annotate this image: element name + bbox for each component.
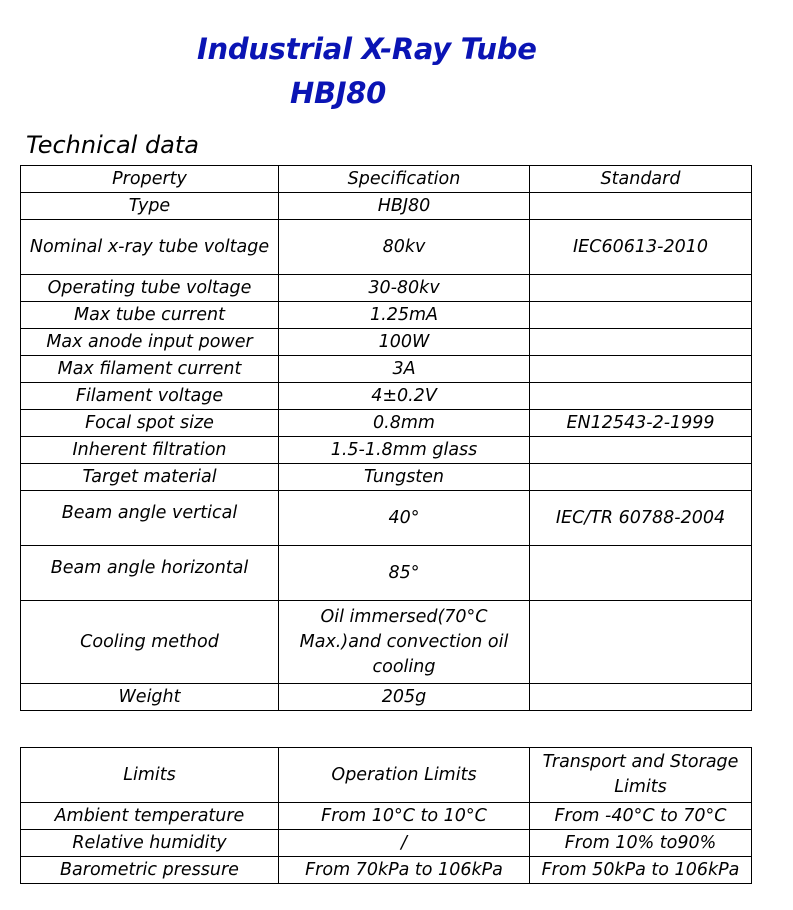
standard-cell <box>530 329 752 356</box>
limits-table <box>20 747 752 884</box>
property-cell: Max filament current <box>21 356 279 383</box>
model-title: HBJ80 <box>290 76 387 110</box>
specification-cell: HBJ80 <box>279 193 530 220</box>
table-header-row <box>21 166 752 193</box>
table-row <box>21 857 752 884</box>
section-title: Technical data <box>26 131 200 159</box>
operation-limit-cell: / <box>279 830 530 857</box>
table-row <box>21 437 752 464</box>
column-header-operation-limits: Operation Limits <box>279 748 530 803</box>
property-cell: Nominal x-ray tube voltage <box>21 220 279 275</box>
specification-cell: Oil immersed(70°C Max.)and convection oil cooling <box>279 601 530 684</box>
column-header-transport-storage-limits: Transport and Storage Limits <box>530 748 752 803</box>
property-cell: Type <box>21 193 279 220</box>
standard-cell <box>530 275 752 302</box>
technical-data-table <box>20 165 752 711</box>
table-row <box>21 601 752 684</box>
column-header-specification: Specification <box>279 166 530 193</box>
standard-cell: EN12543-2-1999 <box>530 410 752 437</box>
limit-name-cell: Relative humidity <box>21 830 279 857</box>
specification-cell: 4±0.2V <box>279 383 530 410</box>
property-cell: Filament voltage <box>21 383 279 410</box>
specification-cell: 85° <box>279 546 530 601</box>
specification-cell: Tungsten <box>279 464 530 491</box>
property-cell: Beam angle horizontal <box>21 546 279 601</box>
specification-cell: 3A <box>279 356 530 383</box>
property-cell: Max anode input power <box>21 329 279 356</box>
standard-cell <box>530 684 752 711</box>
standard-cell <box>530 464 752 491</box>
storage-limit-cell: From -40°C to 70°C <box>530 803 752 830</box>
property-cell: Target material <box>21 464 279 491</box>
property-cell: Inherent filtration <box>21 437 279 464</box>
specification-cell: 30-80kv <box>279 275 530 302</box>
property-cell: Cooling method <box>21 601 279 684</box>
operation-limit-cell: From 70kPa to 106kPa <box>279 857 530 884</box>
table-row <box>21 193 752 220</box>
table-row <box>21 410 752 437</box>
table-row <box>21 329 752 356</box>
table-header-row <box>21 748 752 803</box>
storage-limit-cell: From 50kPa to 106kPa <box>530 857 752 884</box>
limit-name-cell: Barometric pressure <box>21 857 279 884</box>
property-cell: Operating tube voltage <box>21 275 279 302</box>
column-header-property: Property <box>21 166 279 193</box>
specification-cell: 100W <box>279 329 530 356</box>
standard-cell <box>530 437 752 464</box>
table-row <box>21 220 752 275</box>
table-row <box>21 356 752 383</box>
property-cell: Max tube current <box>21 302 279 329</box>
table-row <box>21 383 752 410</box>
table-row <box>21 275 752 302</box>
standard-cell <box>530 193 752 220</box>
standard-cell: IEC/TR 60788-2004 <box>530 491 752 546</box>
specification-cell: 1.25mA <box>279 302 530 329</box>
table-row <box>21 803 752 830</box>
specification-cell: 1.5-1.8mm glass <box>279 437 530 464</box>
property-cell: Weight <box>21 684 279 711</box>
standard-cell <box>530 546 752 601</box>
table-row <box>21 830 752 857</box>
table-row <box>21 464 752 491</box>
document-title: Industrial X-Ray Tube <box>197 32 537 66</box>
operation-limit-cell: From 10°C to 10°C <box>279 803 530 830</box>
standard-cell <box>530 302 752 329</box>
table-row <box>21 684 752 711</box>
limit-name-cell: Ambient temperature <box>21 803 279 830</box>
standard-cell <box>530 356 752 383</box>
storage-limit-cell: From 10% to90% <box>530 830 752 857</box>
property-cell: Beam angle vertical <box>21 491 279 546</box>
specification-cell: 80kv <box>279 220 530 275</box>
table-row <box>21 491 752 546</box>
standard-cell: IEC60613-2010 <box>530 220 752 275</box>
specification-cell: 40° <box>279 491 530 546</box>
standard-cell <box>530 601 752 684</box>
specification-cell: 0.8mm <box>279 410 530 437</box>
standard-cell <box>530 383 752 410</box>
column-header-standard: Standard <box>530 166 752 193</box>
table-row <box>21 302 752 329</box>
table-row <box>21 546 752 601</box>
column-header-limits: Limits <box>21 748 279 803</box>
property-cell: Focal spot size <box>21 410 279 437</box>
specification-cell: 205g <box>279 684 530 711</box>
